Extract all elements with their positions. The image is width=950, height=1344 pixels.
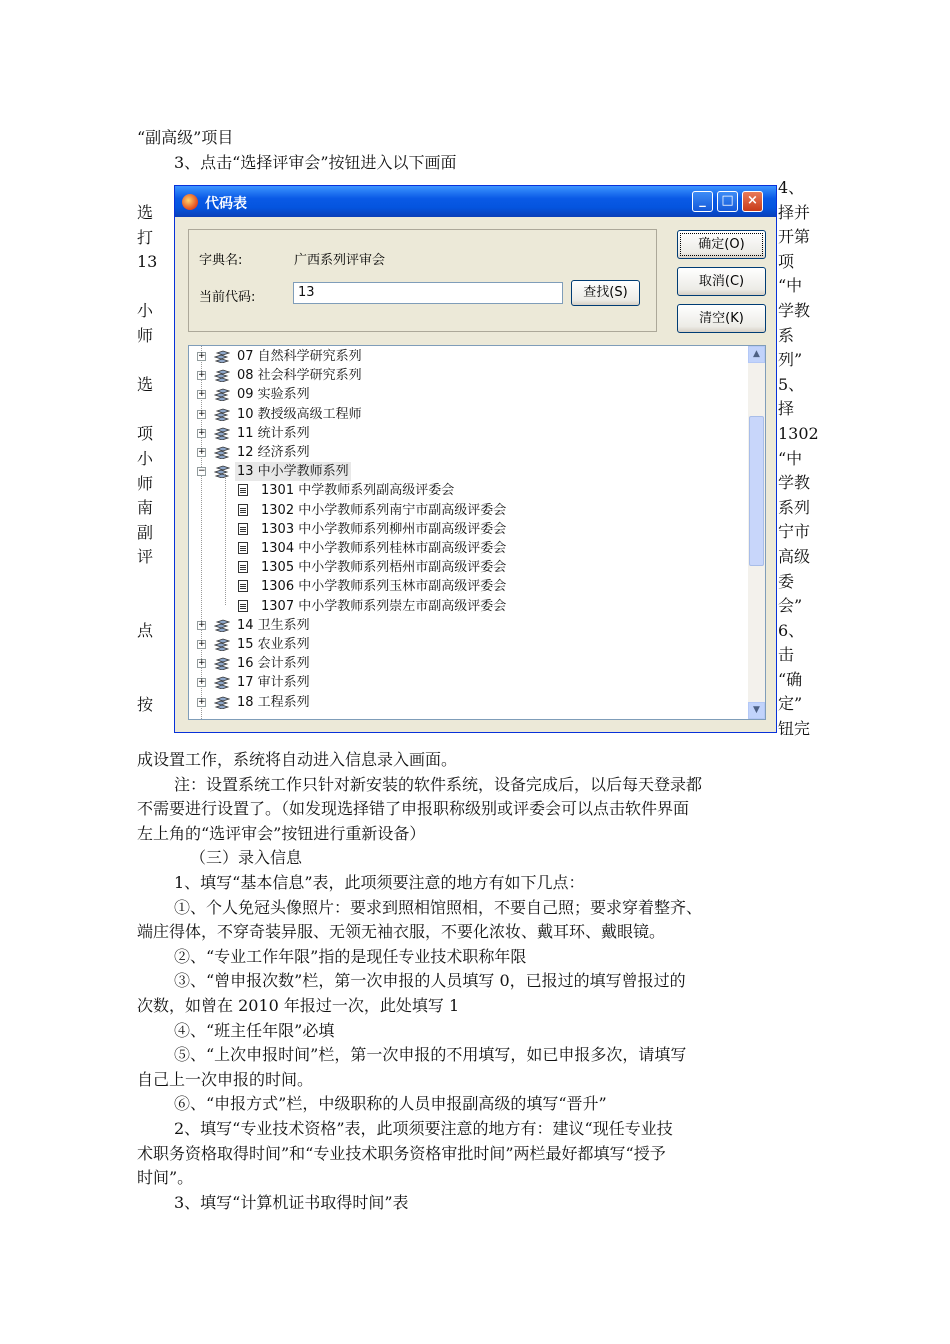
paragraph-line: ②、“专业工作年限”指的是现任专业技术职称年限: [174, 946, 527, 966]
tree-leaf-item[interactable]: [189, 558, 749, 577]
paragraph-line: 时间”。: [137, 1168, 194, 1188]
scroll-thumb[interactable]: [749, 416, 764, 566]
document-icon: [238, 504, 248, 516]
tree-item-label: 08 社会科学研究系列: [237, 368, 362, 384]
document-icon: [238, 600, 248, 612]
tree-item-label: 07 自然科学研究系列: [237, 349, 362, 364]
paragraph-line: 次数，如曾在 2010 年报过一次，此处填写 1: [137, 996, 460, 1015]
tree-node-item[interactable]: [189, 635, 749, 654]
tree-node-item[interactable]: [189, 654, 749, 673]
tree-node-item[interactable]: [189, 385, 749, 404]
current-code-label: 当前代码:: [199, 290, 256, 305]
cancel-button[interactable]: 取消(C): [677, 267, 766, 296]
expand-icon[interactable]: +: [198, 619, 206, 630]
vertical-scrollbar[interactable]: [748, 346, 765, 719]
tree-node-item[interactable]: [189, 405, 749, 424]
tree-leaf-item[interactable]: [189, 539, 749, 558]
info-panel: [188, 229, 657, 332]
document-icon: [238, 484, 248, 496]
expand-icon[interactable]: +: [198, 639, 206, 649]
tree-node-item[interactable]: [189, 673, 749, 692]
expand-icon[interactable]: +: [198, 677, 206, 688]
books-icon: [214, 464, 230, 478]
tree-item-label: 1307 中小学教师系列崇左市副高级评委会: [261, 598, 507, 614]
tree-leaf-item[interactable]: [189, 577, 749, 596]
paragraph-line: 1、填写“基本信息”表，此项须要注意的地方有如下几点：: [174, 873, 585, 892]
paragraph-line: ⑤、“上次申报时间”栏，第一次申报的不用填写，如已申报多次，请填写: [174, 1045, 687, 1065]
document-icon: [238, 580, 248, 592]
books-icon: [214, 445, 230, 459]
expand-icon[interactable]: +: [198, 696, 206, 707]
close-button[interactable]: ×: [742, 191, 763, 212]
tree-item-label: 09 实验系列: [237, 387, 310, 403]
expand-icon[interactable]: +: [198, 408, 206, 419]
tree-item-label: 1305 中小学教师系列梧州市副高级评委会: [261, 560, 507, 576]
expand-icon[interactable]: +: [198, 370, 206, 381]
paragraph-line: 不需要进行设置了。（如发现选择错了申报职称级别或评委会可以点击软件界面: [137, 799, 690, 819]
right-column-text: 4、 择并 开第 项 “中 学教 系 列” 5、 择 1302 “中 学教 系列 宁市 高级 委 会” 6、 击 “确 定” 钮完: [778, 178, 819, 739]
tree-node-item[interactable]: [189, 616, 749, 635]
tree-item-label: 18 工程系列: [237, 694, 310, 710]
tree-item-label: 1303 中小学教师系列柳州市副高级评委会: [261, 521, 507, 537]
tree-item-label: 13 中小学教师系列: [237, 464, 349, 480]
dialog-title: 代码表: [205, 196, 247, 212]
tree-leaf-item[interactable]: [189, 520, 749, 539]
books-icon: [214, 407, 230, 421]
tree-node-item[interactable]: [189, 443, 749, 462]
tree-item-label: 17 审计系列: [237, 675, 310, 691]
paragraph-line: 自己上一次申报的时间。: [137, 1069, 314, 1089]
expand-icon[interactable]: +: [198, 447, 206, 457]
title-bar[interactable]: [175, 186, 776, 217]
left-column-text: 选 打 13 小 师 选 项 小 师 南 副 评 点 按: [137, 203, 158, 714]
app-icon: [182, 194, 198, 210]
dictionary-label: 字典名:: [199, 253, 243, 268]
books-icon: [214, 695, 230, 709]
clear-button[interactable]: 清空(K): [677, 304, 766, 333]
tree-item-label: 1302 中小学教师系列南宁市副高级评委会: [261, 502, 507, 518]
paragraph-line: 注：设置系统工作只针对新安装的软件系统，设备完成后，以后每天登录都: [174, 774, 703, 794]
tree-node-item[interactable]: [189, 462, 749, 481]
tree-item-label: 1306 中小学教师系列玉林市副高级评委会: [261, 579, 507, 595]
current-code-input[interactable]: 13: [293, 282, 563, 304]
dictionary-value: 广西系列评审会: [294, 253, 386, 268]
books-icon: [214, 675, 230, 689]
doc-line-1: “副高级”项目: [137, 128, 234, 147]
tree-node-item[interactable]: [189, 424, 749, 443]
books-icon: [214, 656, 230, 670]
paragraph-line: 左上角的“选评审会”按钮进行重新设备）: [137, 823, 426, 843]
tree-leaf-item[interactable]: [189, 597, 749, 616]
maximize-button[interactable]: □: [717, 191, 738, 212]
expand-icon[interactable]: +: [198, 389, 206, 400]
paragraph-line: 2、填写“专业技术资格”表，此项须要注意的地方有：建议“现任专业技: [174, 1119, 673, 1138]
tree-item-label: 16 会计系列: [237, 656, 310, 672]
paragraph-line: ①、个人免冠头像照片：要求到照相馆照相，不要自己照；要求穿着整齐、: [174, 897, 703, 917]
tree-item-label: 1304 中小学教师系列桂林市副高级评委会: [261, 541, 507, 556]
tree-item-label: 12 经济系列: [237, 445, 310, 460]
books-icon: [214, 637, 230, 651]
books-icon: [214, 387, 230, 401]
ok-button[interactable]: 确定(O): [677, 230, 766, 259]
tree-leaf-item[interactable]: [189, 501, 749, 520]
books-icon: [214, 349, 230, 363]
paragraph-line: ③、“曾申报次数”栏，第一次申报的人员填写 0，已报过的填写曾报过的: [174, 971, 686, 991]
document-icon: [238, 523, 248, 535]
tree-node-item[interactable]: [189, 366, 749, 385]
tree-item-label: 15 农业系列: [237, 637, 310, 652]
paragraph-line: ④、“班主任年限”必填: [174, 1020, 335, 1040]
scroll-down-arrow-icon[interactable]: ▼: [748, 702, 765, 719]
books-icon: [214, 368, 230, 382]
expand-icon[interactable]: +: [198, 427, 206, 438]
paragraph-line: 端庄得体，不穿奇装异服、无领无袖衣服，不要化浓妆、戴耳环、戴眼镜。: [137, 922, 666, 942]
expand-icon[interactable]: +: [198, 351, 206, 361]
scroll-up-arrow-icon[interactable]: ▲: [748, 346, 765, 363]
books-icon: [214, 618, 230, 632]
document-icon: [238, 561, 248, 573]
tree-node-item[interactable]: [189, 693, 749, 712]
paragraph-line: （三）录入信息: [190, 848, 303, 868]
tree-item-label: 14 卫生系列: [237, 617, 310, 633]
find-button[interactable]: 查找(S): [571, 280, 640, 306]
paragraph-line: ⑥、“申报方式”栏，中级职称的人员申报副高级的填写“晋升”: [174, 1094, 607, 1114]
expand-icon[interactable]: +: [198, 658, 206, 669]
tree-node-item[interactable]: [189, 347, 749, 366]
tree-item-label: 10 教授级高级工程师: [237, 406, 362, 422]
books-icon: [214, 426, 230, 440]
collapse-icon[interactable]: −: [198, 466, 206, 477]
doc-line-2: 3、点击“选择评审会”按钮进入以下画面: [174, 153, 457, 172]
document-icon: [238, 542, 248, 554]
minimize-button[interactable]: _: [692, 191, 713, 212]
paragraph-line: 成设置工作，系统将自动进入信息录入画面。: [137, 750, 458, 769]
code-table-dialog: [174, 185, 777, 733]
code-tree[interactable]: [188, 345, 766, 720]
tree-item-label: 11 统计系列: [237, 425, 310, 441]
paragraph-line: 术职务资格取得时间”和“专业技术职务资格审批时间”两栏最好都填写“授予: [137, 1143, 666, 1163]
paragraph-line: 3、填写“计算机证书取得时间”表: [174, 1192, 409, 1212]
tree-item-label: 1301 中学教师系列副高级评委会: [261, 483, 455, 499]
tree-leaf-item[interactable]: [189, 481, 749, 500]
